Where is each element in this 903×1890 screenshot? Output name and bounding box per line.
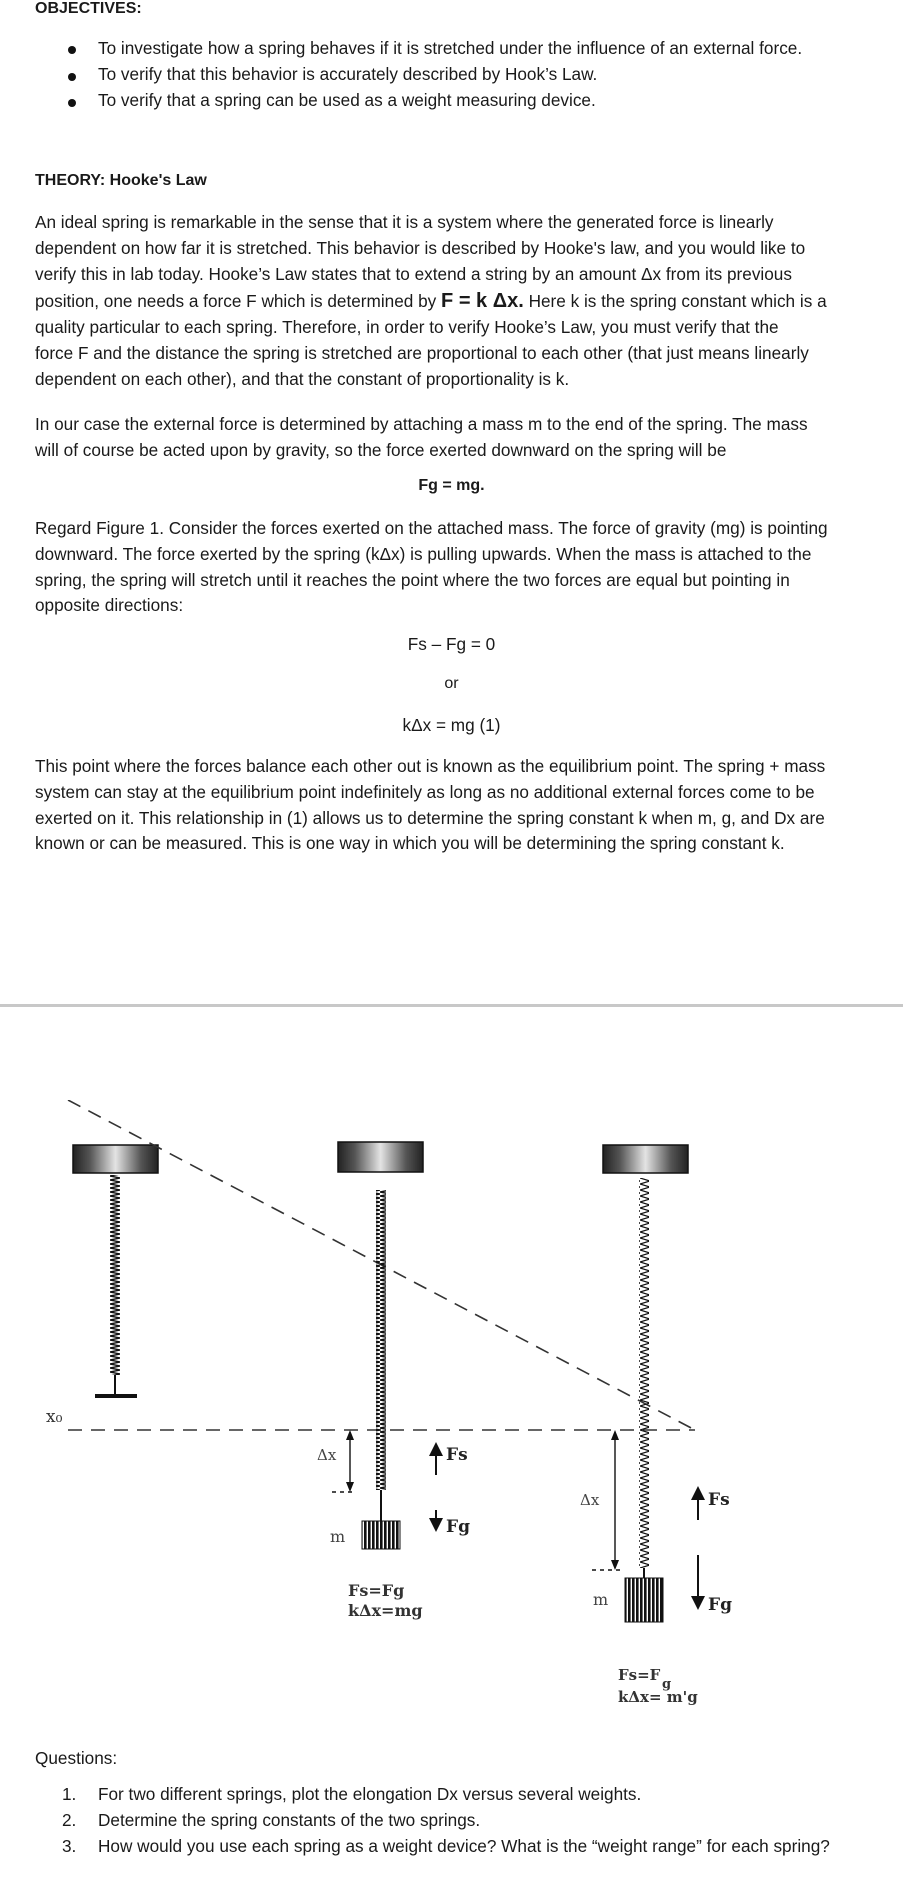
spring-3 [639,1178,649,1568]
question-number: 3. [62,1836,77,1856]
equation-label-2a: Fs=F [618,1666,661,1684]
theory-paragraph-3 [35,516,885,619]
text-line: opposite directions: [35,595,184,616]
text-span: Here k is the spring constant which is a [523,291,827,312]
text-line: Regard Figure 1. Consider the forces exerted on the attached mass. The force of gravity (mg) is pointing [35,518,828,538]
text-line: verify this in lab today. Hooke’s Law states that to extend a string by an amount Δx from its previous [35,263,792,284]
hookes-law-formula: F = k Δx. [441,290,524,313]
question-text: For two different springs, plot the elongation Dx versus several weights. [98,1784,642,1804]
bullet-icon [68,46,76,54]
text-line: exerted on it. This relationship in (1) allows us to determine the spring constant k when m, g, and Dx are [35,807,825,828]
ceiling-block-1 [73,1145,158,1173]
equation-1: kΔx = mg (1) [402,715,501,735]
ceiling-block-2 [338,1142,423,1172]
objective-item: To verify that this behavior is accurately described by Hook’s Law. [98,64,598,84]
fg-label-1: Fg [446,1517,470,1537]
spring-2 [376,1190,386,1490]
mass-label-1: m [330,1527,346,1546]
theory-paragraph-1 [35,210,885,393]
mass-label-2: m [593,1590,609,1609]
equation-label-1b: kΔx=mg [348,1601,423,1620]
text-line: quality particular to each spring. Therefore, in order to verify Hooke’s Law, you must verify that the [35,317,779,338]
equation-force-balance: Fs – Fg = 0 [407,634,496,654]
text-line [35,289,885,315]
objective-item: To investigate how a spring behaves if it is stretched under the influence of an external force. [98,38,803,58]
text-line: dependent on how far it is stretched. This behavior is described by Hooke's law, and you would like to [35,237,806,258]
question-number: 2. [62,1810,77,1830]
question-text: Determine the spring constants of the two springs. [98,1810,481,1830]
fs-label-1: Fs [446,1445,468,1465]
equation-label-1a: Fs=Fg [348,1581,405,1600]
text-line: known or can be measured. This is one way in which you will be determining the spring constant k. [35,833,785,854]
fg-label-2: Fg [708,1595,732,1615]
equation-label-2b: kΔx= m'g [618,1688,698,1706]
equation-fg: Fg = mg. [418,477,485,494]
text-line: This point where the forces balance each other out is known as the equilibrium point. The spring + mass [35,756,826,776]
x0-label: x₀ [46,1407,63,1427]
equation-or: or [444,675,459,692]
fs-label-2: Fs [708,1490,730,1510]
ceiling-block-3 [603,1145,688,1173]
text-line: An ideal spring is remarkable in the sense that it is a system where the generated force is linearly [35,212,774,232]
questions-heading: Questions: [35,1748,118,1768]
spring-figure [0,1100,903,1740]
theory-heading: THEORY: Hooke's Law [35,172,207,189]
delta-x-label-2: Δx [580,1491,600,1509]
text-line: will of course be acted upon by gravity, so the force exerted downward on the spring will be [35,439,727,460]
text-line: In our case the external force is determined by attaching a mass m to the end of the spring. The mass [35,414,808,434]
question-number: 1. [62,1784,77,1804]
delta-x-label-1: Δx [317,1446,337,1464]
bullet-icon [68,99,76,107]
theory-paragraph-2 [35,412,885,464]
text-line: spring, the spring will stretch until it reaches the point where the two forces are equal but pointing in [35,569,790,590]
text-span: position, one needs a force F which is determined by [35,291,442,312]
spring-1-end-plate [95,1394,137,1398]
mass-block-2 [625,1578,663,1622]
page-divider [0,1004,903,1007]
question-text: How would you use each spring as a weight device? What is the “weight range” for each spring? [98,1836,830,1856]
text-line: system can stay at the equilibrium point indefinitely as long as no additional external forces come to be [35,781,815,802]
objectives-heading: OBJECTIVES: [35,0,142,17]
bullet-icon [68,73,76,81]
equation-label-2a-sub: g [662,1677,672,1692]
mass-block-1 [362,1521,400,1549]
objective-item: To verify that a spring can be used as a weight measuring device. [98,90,596,110]
text-line: downward. The force exerted by the spring (kΔx) is pulling upwards. When the mass is attached to the [35,543,812,564]
text-line: dependent on each other), and that the constant of proportionality is k. [35,368,570,389]
theory-paragraph-4 [35,754,885,857]
text-line: force F and the distance the spring is stretched are proportional to each other (that just means linearly [35,342,809,363]
spring-1 [110,1175,120,1375]
